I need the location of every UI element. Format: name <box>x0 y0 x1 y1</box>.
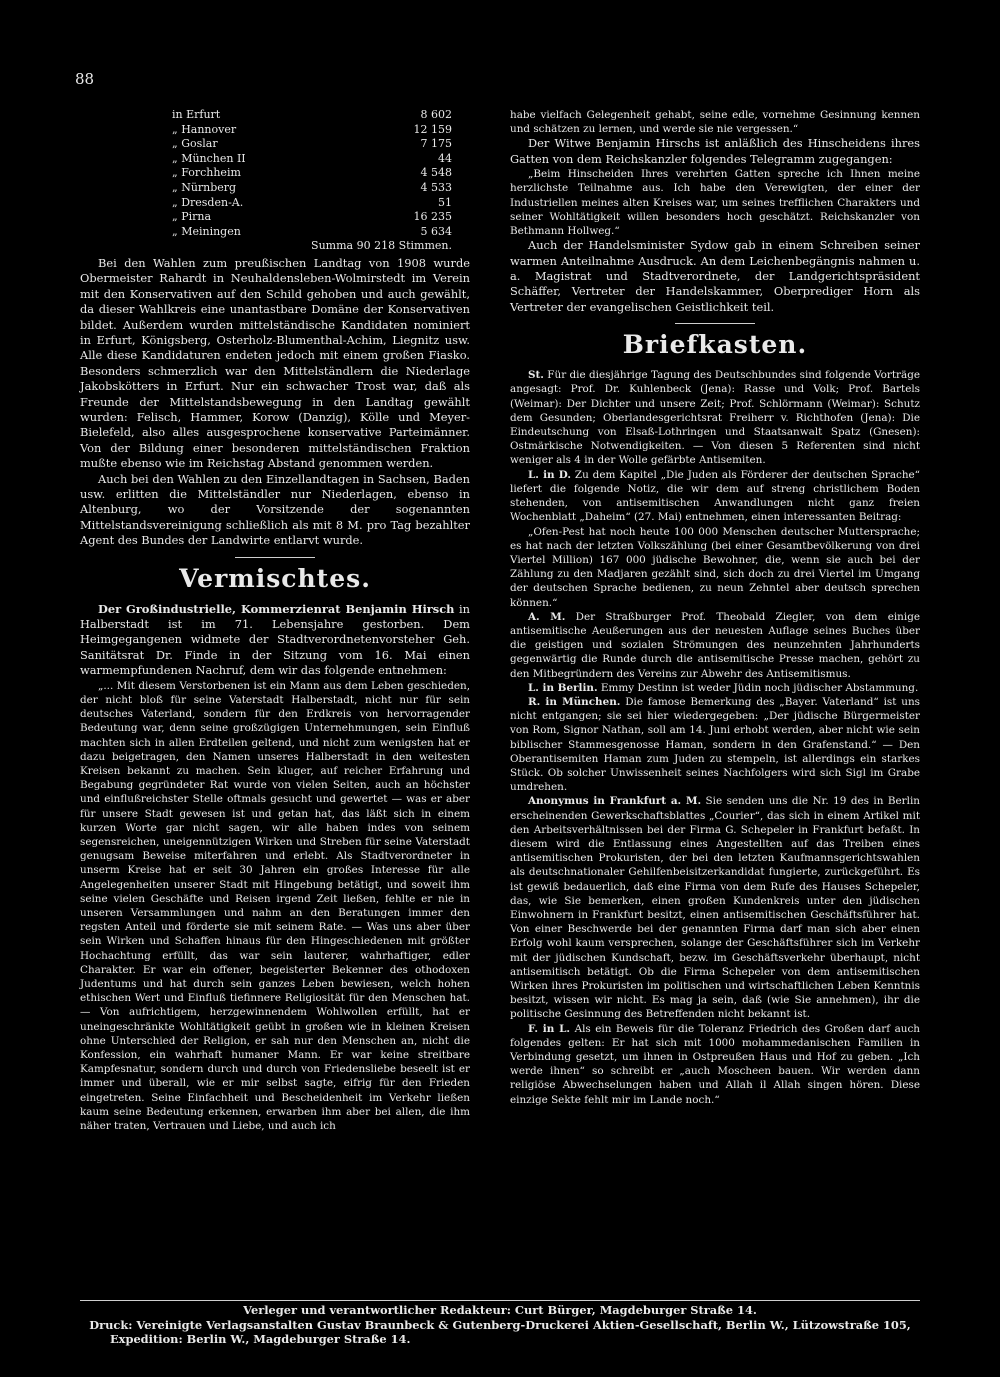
votes-row: in Erfurt 8 602 <box>172 108 452 121</box>
hirsch-heading: Der Großindustrielle, Kommerzienrat Benjamin Hirsch <box>98 601 455 616</box>
votes-row: „ Nürnberg 4 533 <box>172 180 452 194</box>
obituary-quote: „... Mit diesem Verstorbenen ist ein Mann aus dem Leben geschieden, der nicht bloß für seine Vaterstadt Halberstadt, nicht nur für sein deutsches Vaterland, sondern für den Erdkreis von hervorragender Bedeutung war, denn seine großzügigen Unternehmungen, sein Einfluß machten sich in allen Erdteilen geltend, und nicht zum wenigsten hat er dazu beigetragen, den Namen unseres Halberstadt in den weitesten Kreisen bekannt zu machen. Sein kluger, auf reicher Erfahrung und Begabung gegründeter Rat wurde von vielen Seiten, auch an höchster und einflußreichster Stelle oftmals gesucht und gewertet — was er aber für unsere Stadt gewesen ist und getan hat, das läßt sich in einem kurzen Worte gar nicht sagen, wir alle haben indes von seinem segensreichen, uneigennützigen Wirken und Streben für seine Vaterstadt genugsam Beweise miterfahren und erlebt. Als Stadtverordneter in unserm Kreise hat er seit 30 Jahren ein großes Interesse für alle Angelegenheiten unserer Stadt mit Hingebung betätigt, und soweit ihm seine vielen Geschäfte und Reisen irgend Zeit ließen, fehlte er nie in unseren Versammlungen und nahm an den Beratungen immer den regsten Anteil und förderte sie mit seinem Rate. — Was uns aber über sein Wirken und Schaffen hinaus für den Hingeschiedenen mit größter Hochachtung erfüllt, das war sein lauterer, wahrhaftiger, edler Charakter. Er war ein offener, begeisterter Bekenner des othodoxen Judentums und hat durch sein ganzes Leben bewiesen, welch hohen ethischen Wert und Einfluß tiefinnere Religiosität für den Menschen hat. — Von aufrichtigem, herzgewinnendem Wohlwollen erfüllt, hat er uneingeschränkte Wohltätigkeit geübt in großen wie in kleinen Kreisen ohne Unterschied der Religion, er sah nur den Menschen an, nicht die Konfession, ein wahrhaft humaner Mann. Er war keine streitbare Kampfesnatur, sondern durch und durch von Friedensliebe beseelt ist er immer und überall, wie er mir selbst sagte, eifrig für den Frieden eingetreten. Seine Einfachheit und Bescheidenheit im Verkehr ließen kaum seine Bedeutung erkennen, erwarben ihm aber bei allen, die ihm näher traten, Vertrauen und Liebe, und auch ich <box>80 679 470 1132</box>
votes-row: „ Pirna 16 235 <box>172 210 452 224</box>
left-column <box>80 108 470 1133</box>
telegram-intro: Der Witwe Benjamin Hirschs ist anläßlich des Hinscheidens ihres Gatten von dem Reichskanzler folgendes Telegramm zugegangen: <box>510 136 920 166</box>
letter-entry: R. in München. Die famose Bemerkung des „Bayer. Vaterland“ ist uns nicht entgangen; sie sei hier wiedergegeben: „Der jüdische Bürgermeister von Rom, Signor Nathan, soll am 14. Juni erhobt werden, aber nicht wie sein biblischer Stammesgenosse Haman, sondern in den Grafenstand.“ — Den Oberantisemiten Haman zum Juden zu stempeln, ist allerdings ein starkes Stück. Ob solcher Unwissenheit seines Nachfolgers wird sich Sigl im Grabe umdrehen. <box>510 695 920 794</box>
votes-row: „ München II 44 <box>172 151 452 165</box>
letter-entry: L. in Berlin. Emmy Destinn ist weder Jüdin noch jüdischer Abstammung. <box>528 681 919 694</box>
votes-row: „ Dresden-A. 51 <box>172 195 452 209</box>
votes-sum: Summa 90 218 Stimmen. <box>311 239 452 253</box>
sydow-paragraph: Auch der Handelsminister Sydow gab in einem Schreiben seiner warmen Anteilnahme Ausdruck. An dem Leichenbegängnis nahmen u. a. Magistrat und Stadtverordnete, der Landgerichtspräsident Schäffer, Vertreter der Handelskammer, Oberprediger Horn als Vertreter der evangelischen Geistlichkeit teil. <box>510 238 920 314</box>
imprint-expedition: Expedition: Berlin W., Magdeburger Straße 14. <box>110 1332 411 1347</box>
hirsch-paragraph: Der Großindustrielle, Kommerzienrat Benjamin Hirsch in Halberstadt ist im 71. Lebensjahre gestorben. Dem Heimgegangenen widmete der Stadtverordnetenvorsteher Geh. Sanitätsrat Dr. Finde in der Sitzung vom 16. Mai einen warmempfundenen Nachruf, dem wir das folgende entnehmen: <box>80 601 470 678</box>
votes-row: „ Meiningen 5 634 <box>172 224 452 238</box>
letter-entry: A. M. Der Straßburger Prof. Theobald Ziegler, von dem einige antisemitische Aeußerungen aus der neuesten Auflage seines Buches über die geistigen und sozialen Strömungen des neunzehnten Jahrhunderts gegenwärtig die Runde durch die antisemitische Presse machen, gehört zu den Mitbegründern des Vereins zur Abwehr des Antisemitismus. <box>510 610 920 680</box>
landtag-paragraph: Bei den Wahlen zum preußischen Landtag von 1908 wurde Obermeister Rahardt in Neuhaldensleben-Wolmirstedt im Verein mit den Konservativen auf den Schild gehoben und auch gewählt, da dieser Wahlkreis eine unantastbare Domäne der Konservativen bildet. Außerdem wurden mittelständische Kandidaten nominiert in Erfurt, Königsberg, Osterholz-Blumenthal-Achim, Liegnitz usw. Alle diese Kandidaturen endeten jedoch mit einem großen Fiasko. Besonders schmerzlich war den Mittelständlern die Niederlage Jakobskötters in Erfurt. Nur ein schwacher Trost war, daß als Freunde der Mittelstandsbewegung in den Landtag gewählt wurden: Felisch, Hammer, Korow (Danzig), Kölle und Meyer-Bielefeld, also alles ausgesprochene konservative Parteimänner. Von der Bildung einer besonderen mittelständischen Fraktion mußte ebenso wie im Reichstag Abstand genommen werden. <box>80 255 470 471</box>
letter-entry: L. in D. Zu dem Kapitel „Die Juden als Förderer der deutschen Sprache“ liefert die folgende Notiz, die wir dem auf streng christlichem Boden stehenden, von antisemitischen Anwandlungen nicht ganz freien Wochenblatt „Daheim“ (27. Mai) entnehmen, einen interessanten Beitrag: <box>510 468 920 524</box>
votes-row: „ Goslar 7 175 <box>172 137 452 151</box>
imprint-publisher: Verleger und verantwortlicher Redakteur: Curt Bürger, Magdeburger Straße 14. <box>243 1303 757 1317</box>
letter-entry: Anonymus in Frankfurt a. M. Sie senden uns die Nr. 19 des in Berlin erscheinenden Gewerkschaftsblattes „Courier“, das sich in einem Artikel mit den Arbeitsverhältnissen bei der Firma G. Schepeler in Frankfurt befaßt. In diesem wird die Entlassung eines Angestellten auf das Treiben eines antisemitischen Prokuristen, der bei den letzten Kaufmannsgerichtswahlen als deutschnationaler Gehilfenbeisitzerkandidat fungierte, zurückgeführt. Es ist gewiß bedauerlich, daß eine Firma von dem Rufe des Hauses Schepeler, das, wie Sie bemerken, einen großen Kundenkreis unter den jüdischen Einwohnern in Frankfurt besitzt, einen antisemitischen Geschäftsführer hat. Von einer Beschwerde bei der genannten Firma darf man sich aber einen Erfolg wohl kaum versprechen, solange der Geschäftsführer sich im Verkehr mit der jüdischen Kundschaft, bezw. im Geschäftsverkehr überhaupt, nicht antisemitisch betätigt. Ob die Firma Schepeler von dem antisemitischen Wirken ihres Prokuristen im politischen und wirtschaftlichen Leben Kenntnis besitzt, wissen wir nicht. Es mag ja sein, daß (wie Sie annehmen), ihr die politische Gesinnung des Betreffenden nicht bekannt ist. <box>510 795 920 1021</box>
letter-quote: „Ofen-Pest hat noch heute 100 000 Menschen deutscher Muttersprache; es hat nach der letzten Volkszählung (bei einer Gesamtbevölkerung von drei Viertel Million) 167 000 jüdische Bewohner, die, wenn sie auch bei der Zählung zu den Madjaren gezählt sind, sich doch zu drei Viertel im Umgang der deutschen Sprache bedienen, zu neun Zehntel aber deutsch sprechen können.“ <box>510 525 920 609</box>
section-divider <box>675 323 755 324</box>
letter-entry: F. in L. Als ein Beweis für die Toleranz Friedrich des Großen darf auch folgendes gelten: Er hat sich mit 1000 mohammedanischen Familien in Verbindung gesetzt, um ihnen in Ostpreußen Haus und Hof zu geben. „Ich werde ihnen“ so schreibt er „auch Moscheen bauen. Wir werden dann religiöse Abwechselungen haben und Allah il Allah singen hören. Diese einzige Sekte fehlt mir im Lande noch.“ <box>510 1022 920 1106</box>
einzellandtage-paragraph: Auch bei den Wahlen zu den Einzellandtagen in Sachsen, Baden usw. erlitten die Mittelständler nur Niederlagen, ebenso in Altenburg, wo der Vorsitzende der sogenannten Mittelstandsvereinigung schließlich als mit 8 M. pro Tag bezahlter Agent des Bundes der Landwirte entlarvt wurde. <box>80 471 470 548</box>
telegram-text: „Beim Hinscheiden Ihres verehrten Gatten spreche ich Ihnen meine herzlichste Teilnahme aus. Ich habe den Verewigten, der einer der Industriellen meines alten Kreises war, um seines trefflichen Charakters und seiner Wohltätigkeit willen besonders hoch geschätzt. Reichskanzler von Bethmann Hollweg.“ <box>510 168 920 238</box>
votes-table <box>172 108 452 254</box>
votes-row: „ Hannover 12 159 <box>172 122 452 136</box>
section-title-briefkasten: Briefkasten. <box>622 330 808 360</box>
imprint-printer: Druck: Vereinigte Verlagsanstalten Gustav Braunbeck & Gutenberg-Druckerei Aktien-Gesellschaft, Berlin W., Lützowstraße 105, <box>89 1317 911 1332</box>
votes-row: „ Forchheim 4 548 <box>172 166 452 180</box>
section-divider <box>235 557 315 558</box>
obituary-quote-continued: habe vielfach Gelegenheit gehabt, seine edle, vornehme Gesinnung kennen und schätzen zu lernen, und werde sie nie vergessen.“ <box>510 109 920 136</box>
letter-entry: St. Für die diesjährige Tagung des Deutschbundes sind folgende Vorträge angesagt: Prof. Dr. Kuhlenbeck (Jena): Rasse und Volk; Prof. Bartels (Weimar): Der Dichter und unsere Zeit; Prof. Schlörmann (Weimar): Schutz dem Gesunden; Oberlandesgerichtsrat Freiherr v. Richthofen (Jena): Die Eindeutschung von Elsaß-Lothringen und Staatsanwalt Spatz (Gnesen): Ostmärkische Notwendigkeiten. — Von diesen 5 Referenten sind nicht weniger als 4 in der Wolle gefärbte Antisemiten. <box>510 369 920 467</box>
page-number: 88 <box>75 70 95 88</box>
right-column <box>510 108 920 1107</box>
imprint-footer <box>80 1300 920 1347</box>
section-title-vermischtes: Vermischtes. <box>179 563 371 593</box>
